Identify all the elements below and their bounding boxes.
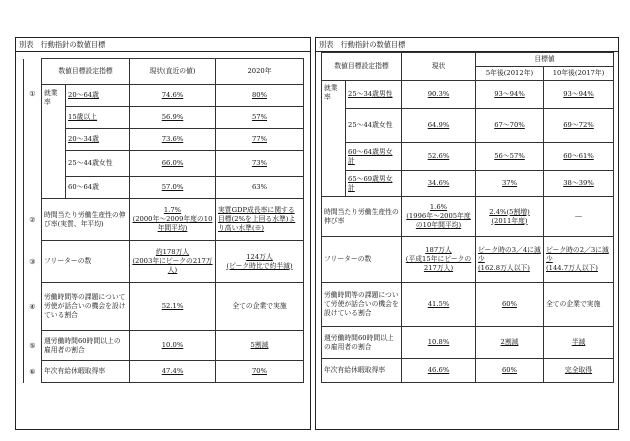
right-labor-talks-current: 41.5% [427, 300, 450, 308]
right-row-labor-talks [322, 283, 614, 327]
left-freeter-current-note: (2003年にピークの217万人) [132, 257, 213, 274]
right-label-productivity: 時間当たり労働生産性の伸び率 [322, 197, 402, 237]
right-freeter-t10: ピーク時の2／3に減少 [546, 246, 609, 263]
right-productivity-t5-note: (2011年度) [491, 216, 528, 225]
right-long-hours-current: 10.8% [427, 338, 450, 346]
right-row-freeter [322, 237, 614, 283]
right-sub-current: 64.9% [427, 121, 450, 129]
right-sub-name: 60〜64歳男女計 [348, 147, 393, 165]
left-label-freeter: フリーターの数 [42, 241, 130, 283]
left-label-employment: 就業率 [42, 85, 66, 199]
right-sub-t10: 38〜39% [563, 179, 594, 187]
left-sub-name: 60〜64歳 [68, 183, 99, 191]
right-target-table [321, 52, 614, 383]
left-paid-leave-target: 70% [251, 367, 268, 375]
right-sub-name: 65〜69歳男女計 [348, 174, 393, 192]
left-header-target: 2020年 [216, 59, 304, 85]
right-sub-current: 34.6% [427, 179, 450, 187]
left-sub-target: 80% [251, 91, 268, 99]
left-sub-current: 57.0% [161, 183, 184, 191]
left-sub-name: 15歳以上 [68, 113, 98, 121]
right-freeter-current: 187万人 [425, 246, 452, 254]
right-labor-talks-t5: 60% [501, 300, 518, 308]
left-caption: 別表 行動指針の数値目標 [16, 38, 310, 52]
left-sub-current: 66.0% [161, 159, 184, 167]
left-row-employment [24, 129, 304, 151]
left-freeter-current: 約178万人 [155, 248, 190, 256]
right-sub-t5: 67〜70% [494, 121, 525, 129]
right-caption: 別表 行動指針の数値目標 [316, 38, 618, 52]
left-label-labor-talks: 労働時間等の課題について労使が話合いの機会を設けている割合 [42, 283, 130, 331]
right-sub-name: 25〜44歳女性 [348, 121, 393, 129]
right-sub-t10: 69〜72% [563, 121, 594, 129]
left-row-employment [24, 85, 304, 107]
right-paid-leave-t10: 完全取得 [564, 366, 593, 374]
right-label-employment: 就業率 [322, 81, 346, 197]
left-row-labor-talks [24, 283, 304, 331]
left-label-paid-leave: 年次有給休暇取得率 [42, 361, 130, 383]
right-header-indicator: 数値目標設定指標 [322, 53, 402, 81]
left-num-3: ③ [24, 241, 42, 283]
left-row-long-hours [24, 331, 304, 361]
left-labor-talks-target: 全ての企業で実施 [232, 302, 287, 310]
right-header-target-group: 目標値 [476, 53, 614, 67]
right-document-page [315, 37, 619, 430]
left-document-page [15, 37, 311, 430]
right-label-paid-leave: 年次有給休暇取得率 [322, 359, 402, 383]
left-header-row [24, 59, 304, 85]
left-target-table [23, 58, 304, 383]
left-labor-talks-current: 52.1% [161, 302, 184, 310]
left-num-2: ② [24, 199, 42, 241]
right-label-labor-talks: 労働時間等の課題について労使が話合いの機会を設けている割合 [322, 283, 402, 327]
right-row-employment [322, 143, 614, 171]
left-freeter-target-note: (ピーク時比で約半減) [226, 261, 293, 270]
right-sub-t5: 37% [501, 179, 518, 187]
right-sub-t10: 93〜94% [563, 90, 594, 98]
right-row-employment [322, 109, 614, 143]
left-row-employment [24, 151, 304, 177]
right-sub-t5: 56〜57% [494, 152, 525, 160]
right-long-hours-t5: 2割減 [500, 338, 519, 346]
left-sub-name: 25〜44歳女性 [68, 159, 113, 167]
right-productivity-t5: 2.4%(5割増) [489, 207, 530, 216]
right-long-hours-t10: 半減 [571, 338, 586, 346]
right-header-target10: 10年後(2017年) [544, 67, 614, 81]
left-sub-name: 20〜64歳 [68, 91, 99, 99]
right-freeter-t5-note: (162.8万人以下) [478, 264, 530, 272]
right-label-freeter: フリーターの数 [322, 237, 402, 283]
left-sub-target: 77% [251, 135, 268, 143]
left-paid-leave-current: 47.4% [161, 367, 184, 375]
left-long-hours-target: 5割減 [250, 341, 269, 349]
right-sub-t5: 93〜94% [494, 90, 525, 98]
right-header-target5: 5年後(2012年) [476, 67, 544, 81]
right-label-long-hours: 週労働時間60時間以上の雇用者の割合 [322, 327, 402, 359]
left-sub-target: 63% [251, 183, 268, 191]
left-productivity-current: 1.7% [163, 206, 182, 214]
left-num-5: ⑤ [24, 331, 42, 361]
right-productivity-current: 1.6% [429, 203, 448, 211]
right-row-paid-leave [322, 359, 614, 383]
left-num-4: ④ [24, 283, 42, 331]
left-num-1: ① [24, 85, 42, 199]
left-label-productivity: 時間当たり労働生産性の伸び率(実質、年平均) [42, 199, 130, 241]
left-sub-current: 73.6% [161, 135, 184, 143]
right-row-employment [322, 171, 614, 197]
right-sub-current: 52.6% [427, 152, 450, 160]
right-row-productivity [322, 197, 614, 237]
right-row-long-hours [322, 327, 614, 359]
left-header-indicator: 数値目標設定指標 [42, 59, 130, 85]
right-header-row-1 [322, 53, 614, 67]
right-header-current: 現状 [402, 53, 476, 81]
right-sub-current: 90.3% [427, 90, 450, 98]
left-header-current: 現状(直近の値) [130, 59, 216, 85]
right-sub-t10: 60〜61% [563, 152, 594, 160]
left-sub-name: 20〜34歳 [68, 135, 99, 143]
left-row-freeter [24, 241, 304, 283]
left-label-long-hours: 週労働時間60時間以上の雇用者の割合 [42, 331, 130, 361]
left-long-hours-current: 10.0% [161, 341, 184, 349]
left-sub-current: 74.6% [161, 91, 184, 99]
right-freeter-current-note: (平成15年にピークの217万人) [405, 255, 472, 272]
left-freeter-target: 124万人 [246, 252, 273, 261]
right-paid-leave-t5: 60% [501, 366, 518, 374]
left-num-6: ⑥ [24, 361, 42, 383]
left-sub-current: 56.9% [161, 113, 184, 121]
left-productivity-target: 実質GDP成長率に関する目標(2%を上回る水準)より高い水準(※) [218, 206, 296, 232]
right-freeter-t5: ピーク時の3／4に減少 [478, 246, 541, 263]
right-row-employment [322, 81, 614, 109]
right-paid-leave-current: 46.6% [427, 366, 450, 374]
right-productivity-current-note: (1996年〜2005年度の10年間平均) [406, 212, 471, 229]
left-row-employment [24, 107, 304, 129]
left-row-employment [24, 177, 304, 199]
right-sub-name: 25〜34歳男性 [348, 90, 393, 98]
left-productivity-current-note: (2000年〜2009年度の10年間平均) [132, 215, 213, 232]
right-labor-talks-t10: 全ての企業で実施 [546, 300, 601, 308]
left-row-paid-leave [24, 361, 304, 383]
left-sub-target: 57% [251, 113, 268, 121]
left-row-productivity [24, 199, 304, 241]
right-productivity-t10: ― [575, 212, 582, 220]
right-freeter-t10-note: (144.7万人以下) [546, 264, 598, 272]
left-sub-target: 73% [251, 159, 268, 167]
